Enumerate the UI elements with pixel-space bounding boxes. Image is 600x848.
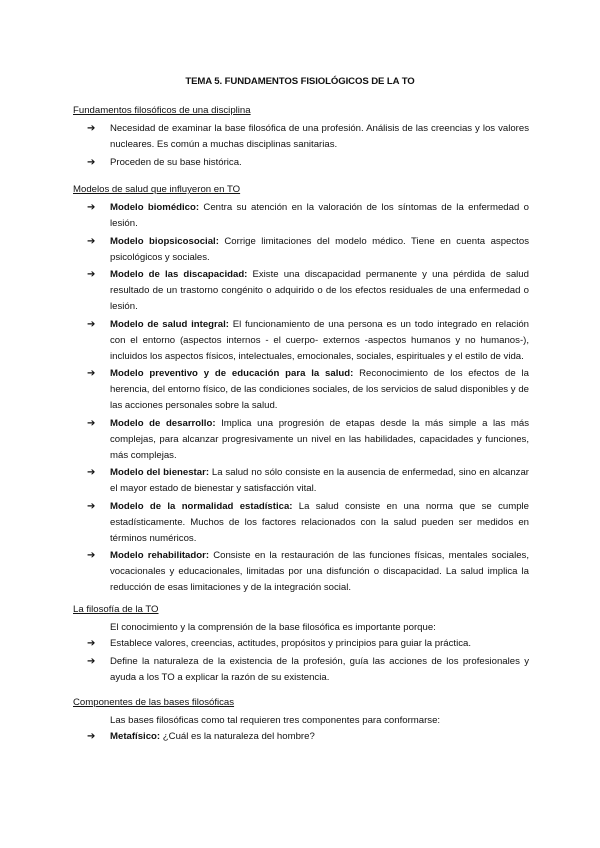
bullet-list <box>73 121 529 171</box>
list-item: ➔ Modelo de la normalidad estadística: La salud consiste en una norma que se cumple estadísticamente. Muchos de los factores relacionados con la salud pueden ser medidos en términos numéricos. <box>87 500 529 544</box>
bullet-list <box>73 729 529 745</box>
section-fundamentos <box>73 103 529 172</box>
arrow-bullet-icon: ➔ <box>87 368 96 379</box>
arrow-bullet-icon: ➔ <box>87 417 96 429</box>
section-heading: Modelos de salud que influyeron en TO <box>73 184 241 195</box>
arrow-bullet-icon: ➔ <box>87 202 96 213</box>
list-item: ➔ Establece valores, creencias, actitudes, propósitos y principios para guiar la práctica. <box>73 636 529 652</box>
arrow-bullet-icon: ➔ <box>87 269 96 280</box>
list-item: ➔ Modelo rehabilitador: Consiste en la restauración de las funciones físicas, mentales sociales, vocacionales y educacionales, limitadas por una disfunción o discapacidad. La salud implica la reducción de esas limitaciones y de la integración social. <box>87 550 529 593</box>
bullet-list <box>73 200 529 596</box>
arrow-bullet-icon: ➔ <box>87 123 96 134</box>
arrow-bullet-icon: ➔ <box>87 500 96 512</box>
list-item: ➔ Modelo del bienestar: La salud no sólo consiste en la ausencia de enfermedad, sino en alcanzar el mayor estado de bienestar y satisfacción vital. <box>87 467 529 494</box>
section-intro: El conocimiento y la comprensión de la base filosófica es importante porque: <box>110 622 436 633</box>
section-modelos-salud <box>73 182 529 598</box>
arrow-bullet-icon: ➔ <box>87 235 96 247</box>
section-heading: Componentes de las bases filosóficas <box>73 697 235 708</box>
arrow-bullet-icon: ➔ <box>87 638 96 649</box>
list-item: ➔ Modelo biopsicosocial: Corrige limitaciones del modelo médico. Tiene en cuenta aspectos psicológicos y sociales. <box>87 235 529 263</box>
arrow-bullet-icon: ➔ <box>87 731 96 742</box>
list-item: ➔ Modelo biomédico: Centra su atención en la valoración de los síntomas de la enfermedad o lesión. <box>87 202 529 229</box>
list-item: ➔ Metafísico: ¿Cuál es la naturaleza del hombre? <box>73 729 529 745</box>
section-filosofia-to <box>73 602 529 687</box>
arrow-bullet-icon: ➔ <box>87 318 96 330</box>
list-item: ➔ Define la naturaleza de la existencia de la profesión, guía las acciones de los profesionales y ayuda a los TO a explicar la razón de su existencia. <box>87 655 529 683</box>
arrow-bullet-icon: ➔ <box>87 550 96 561</box>
list-item: ➔ Modelo de desarrollo: Implica una progresión de etapas desde la más simple a las más complejas, para alcanzar progresivamente un nivel en las habilidades, capacidades y funciones, más complejas. <box>87 417 529 461</box>
section-intro: Las bases filosóficas como tal requieren tres componentes para conformarse: <box>110 715 441 726</box>
arrow-bullet-icon: ➔ <box>87 655 96 667</box>
section-heading: La filosofía de la TO <box>73 604 159 615</box>
list-item: ➔ Necesidad de examinar la base filosófica de una profesión. Análisis de las creencias y los valores nucleares. Es común a muchas disciplinas sanitarias. <box>87 123 529 150</box>
page-title: TEMA 5. FUNDAMENTOS FISIOLÓGICOS DE LA TO <box>185 76 415 87</box>
list-item: ➔ Modelo preventivo y de educación para la salud: Reconocimiento de los efectos de la herencia, del entorno físico, de las condiciones sociales, de los servicios de salud disponibles y de las acciones personales sobre la salud. <box>87 368 530 411</box>
list-item: ➔ Proceden de su base histórica. <box>73 155 529 171</box>
section-componentes <box>73 695 529 747</box>
arrow-bullet-icon: ➔ <box>87 467 96 478</box>
section-heading: Fundamentos filosóficos de una disciplina <box>73 105 251 116</box>
bullet-list <box>73 636 529 686</box>
list-item: ➔ Modelo de salud integral: El funcionamiento de una persona es un todo integrado en relación con el entorno (aspectos internos - el cuerpo- externos -aspectos humanos y no humanos-), incluidos los aspectos físicos, intelectuales, emocionales, sociales, espirituales y el estilo de vida. <box>87 318 529 362</box>
arrow-bullet-icon: ➔ <box>87 156 96 168</box>
list-item: ➔ Modelo de las discapacidad: Existe una discapacidad permanente y una pérdida de salud resultado de un trastorno congénito o adquirido o de los efectos residuales de una enfermedad o lesión. <box>87 269 529 312</box>
